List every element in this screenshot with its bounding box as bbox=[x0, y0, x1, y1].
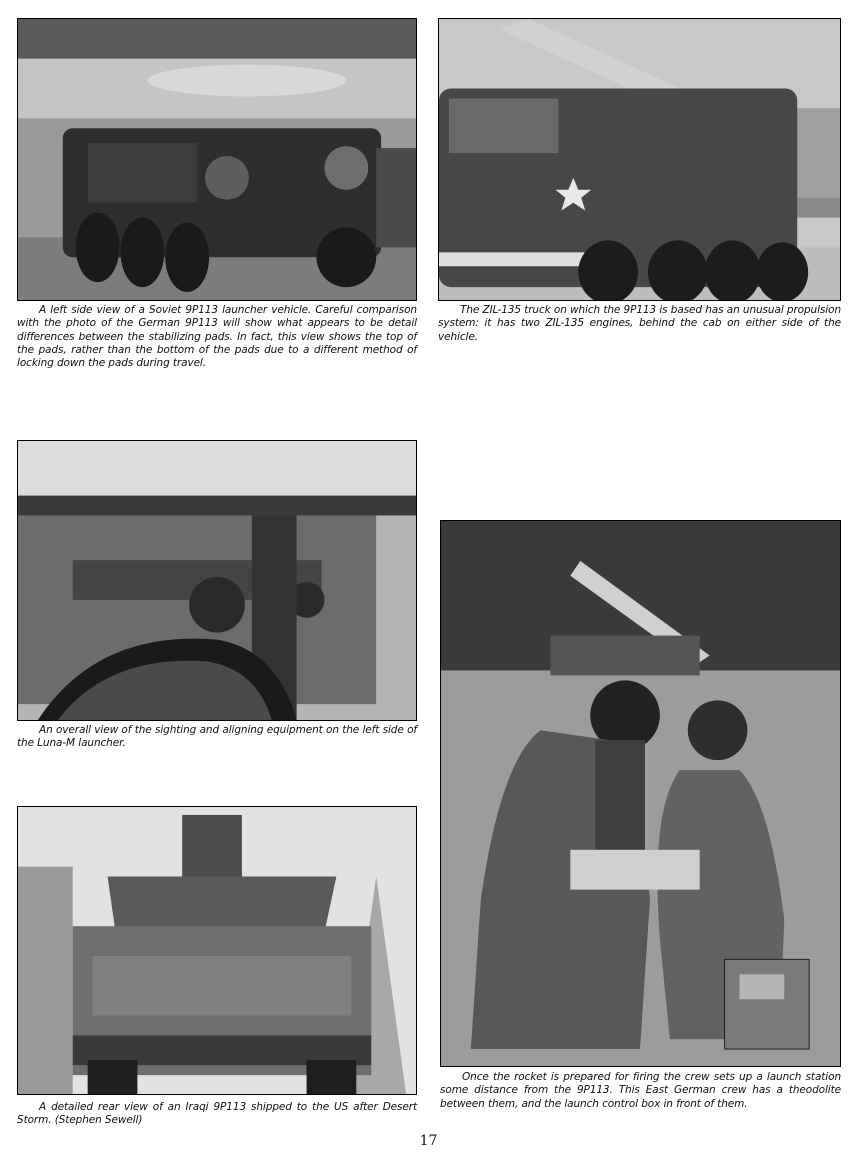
photo-launcher-left-view bbox=[17, 18, 417, 301]
caption-iraqi-rear-view: A detailed rear view of an Iraqi 9P113 shipped to the US after Desert Storm. (Stephen Sewell) bbox=[17, 1101, 417, 1127]
photo-sighting-equipment bbox=[17, 440, 417, 721]
zil-135-truck-image bbox=[439, 19, 840, 300]
caption-sighting-equipment: An overall view of the sighting and aligning equipment on the left side of the Luna-M launcher. bbox=[17, 724, 417, 750]
crew-theodolite-image bbox=[441, 521, 840, 1066]
photo-crew-theodolite bbox=[440, 520, 841, 1067]
page-number: 17 bbox=[419, 1133, 438, 1149]
sighting-equipment-image bbox=[18, 441, 416, 720]
photo-iraqi-rear-view bbox=[17, 806, 417, 1095]
caption-zil-135-truck: The ZIL-135 truck on which the 9P113 is based has an unusual propulsion system: it has two ZIL-135 engines, behind the cab on either side of the vehicle. bbox=[438, 304, 841, 343]
caption-crew-theodolite: Once the rocket is prepared for firing the crew sets up a launch station some distance from the 9P113. This East German crew has a theodolite between them, and the launch control box in front of them. bbox=[440, 1071, 841, 1110]
launcher-left-view-image bbox=[18, 19, 416, 300]
photo-zil-135-truck bbox=[438, 18, 841, 301]
iraqi-rear-view-image bbox=[18, 807, 416, 1094]
caption-launcher-left-view: A left side view of a Soviet 9P113 launcher vehicle. Careful comparison with the photo of the German 9P113 will show what appears to be detail differences between the stabilizing pads. In fact, this view shows the top of the pads, rather than the bottom of the pads due to a different method of locking down the pads during travel. bbox=[17, 304, 417, 370]
